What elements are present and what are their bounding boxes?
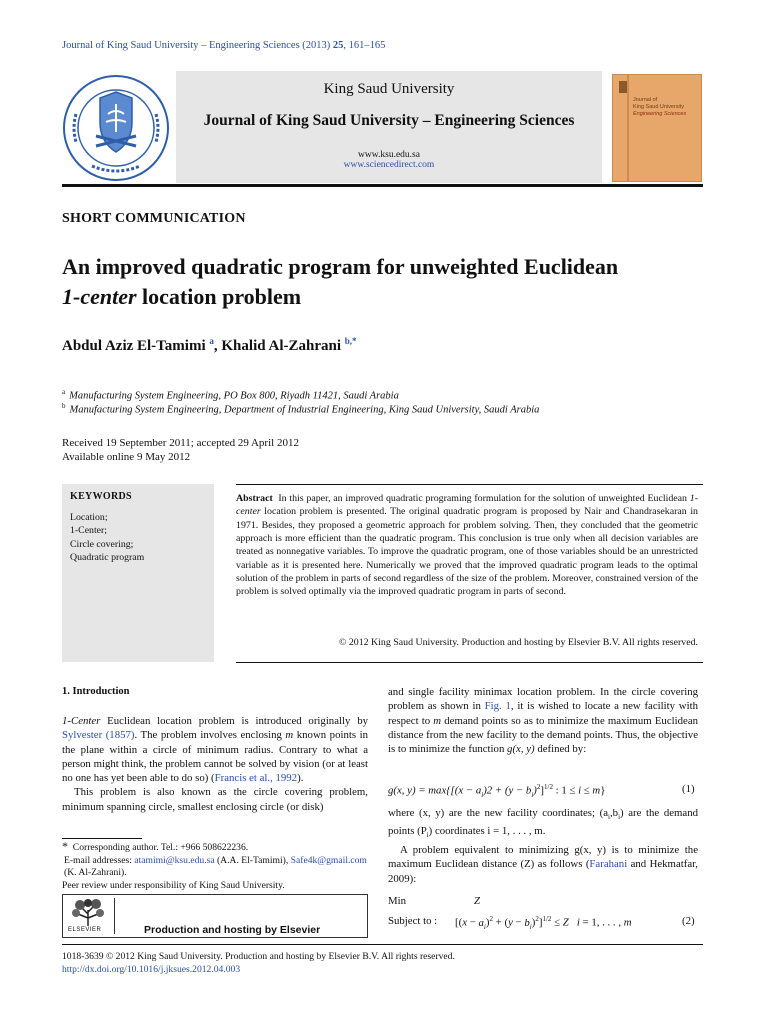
intro-column-left (62, 714, 368, 814)
col2-paragraph-3 (388, 843, 698, 886)
abstract-italic: 1-center (236, 493, 698, 518)
journal-name: Journal of King Saud University – Engineering Sciences (203, 112, 575, 129)
affil-a-text: Manufacturing System Engineering, PO Box 800, Riyadh 11421, Saudi Arabia (69, 390, 399, 402)
keyword-item: Location; (70, 512, 108, 523)
cover-title-1: Journal of (633, 97, 658, 103)
subject-to-label: Subject to : (388, 915, 438, 927)
abstract-bottom-rule (236, 662, 703, 663)
footnote-corr-text: Corresponding author. Tel.: +966 508622236. (72, 842, 249, 853)
cover-title-2: King Saud University (633, 104, 685, 110)
col2-func-g: g(x, y) (507, 743, 535, 756)
col2-text: ) are the demand points (P (388, 807, 698, 838)
header-rule (62, 184, 703, 187)
journal-volume: 25 (332, 40, 344, 51)
affil-a-marker: a (62, 388, 66, 396)
col2-paragraph-2: where (x, y) are the new facility coordinates; $(a_i,b_i)$ are the demand points $(P_i)$ coordinates i = 1, . . . , m. A problem equivalent to minimizing g(x, y) is to minimize the maximum Euclidean distance (Z) as follows (Farahani and Hekmatfar, 2009): (388, 807, 698, 885)
col2-text: demand points so as to minimize the maximum Euclidean distance from the new facility to the demand points. Thus, the objective is to minimize the function (388, 714, 699, 756)
issn-copyright: 1018-3639 © 2012 King Saud University. Production and hosting by Elsevier B.V. All rights reserved. (62, 951, 455, 962)
keywords-title: KEYWORDS (70, 491, 132, 502)
email-label: E-mail addresses: (64, 854, 135, 866)
intro-text: . The problem involves enclosing (134, 729, 286, 742)
ref-link-farahani[interactable]: Farahani (589, 858, 628, 871)
intro-paragraph-1 (62, 714, 368, 785)
footnote-corresponding (62, 840, 368, 855)
col2-text: A problem equivalent to minimizing g(x, y) is to minimize the maximum Euclidean distance (Z) as follows ( (388, 843, 698, 871)
intro-var-m: m (285, 729, 294, 742)
cover-stripe (627, 75, 629, 181)
doi-link[interactable]: http://dx.doi.org/10.1016/j.jksues.2012.04.003 (62, 964, 241, 975)
email-owner-2: (K. Al-Zahrani). (64, 867, 127, 879)
author-2: Khalid Al-Zahrani (221, 338, 342, 354)
ref-link-francis[interactable]: Francis et al., 1992 (214, 772, 298, 785)
affiliation-a (62, 388, 399, 402)
affil-b-marker: b (62, 402, 66, 410)
min-label: Min (388, 895, 406, 907)
paper-title (62, 252, 722, 312)
article-type: SHORT COMMUNICATION (62, 211, 246, 226)
footnote-peer-review: Peer review under responsibility of King Saud University. (62, 879, 285, 891)
author-1: Abdul Aziz El-Tamimi (62, 338, 206, 354)
col2-text: where (x, y) are the new facility coordinates; (a (388, 807, 609, 819)
intro-text: ). (297, 772, 304, 785)
intro-text: known points in the plane within a circle of minimum radius. Contrary to what a person might think, the problem cannot be solved by vision (or at least no one has yet been able to do so) ( (62, 729, 368, 785)
intro-italic: 1-Center (62, 715, 101, 727)
col2-var-m: m (433, 714, 442, 727)
abstract-copyright: © 2012 King Saud University. Production and hosting by Elsevier B.V. All rights reserved. (338, 637, 698, 648)
footnotes (62, 840, 368, 892)
elsevier-production-text: Production and hosting by Elsevier (144, 924, 321, 936)
equation-1-number: (1) (682, 783, 695, 795)
fig-1-link[interactable]: Fig. 1 (484, 700, 511, 713)
elsevier-logo (64, 896, 112, 936)
keywords-list (70, 511, 144, 565)
keyword-item: Quadratic program (70, 552, 145, 564)
ksu-logo (62, 74, 170, 182)
journal-cover (612, 74, 702, 182)
abstract-part-2: location problem is presented. The original quadratic program is proposed by Nair and Chandrasekaran in 1971. Besides, they proposed a geometric approach for problem solving. Then, they concluded that the geometric approach is more efficient than the quadratic program. This conclusion is true only when all decision variables are treated as nonnegative variables. To improve the quadratic program, one of those variables should be an unrestricted variable as it is presented here. Numerically we proved that the improved quadratic program leads to the optimal solution of the problem in parts of second regardless of the size of the problem. Moreover, constrained version of the problem is solved optimally via the improved quadratic program in parts of second. (236, 506, 698, 598)
available-online: Available online 9 May 2012 (62, 451, 191, 463)
keyword-item: Circle covering; (70, 538, 134, 550)
journal-pages: , 161–165 (343, 40, 386, 51)
col2-text: ) coordinates i = 1, . . . , m. (428, 825, 546, 838)
email-link-2[interactable]: Safe4k@gmail.com (290, 854, 367, 866)
cover-title-3: Engineering Sciences (633, 111, 687, 117)
footnote-rule (62, 838, 142, 839)
intro-paragraph-2: This problem is also known as the circle covering problem, minimum spanning circle, smallest enclosing circle (or disk) (62, 786, 368, 813)
abstract-top-rule (236, 484, 703, 485)
email-link-1[interactable]: atamimi@ksu.edu.sa (134, 854, 215, 866)
email-owner-1: (A.A. El-Tamimi), (214, 854, 291, 866)
author-2-affil-link[interactable]: b,* (344, 336, 357, 346)
author-list: Abdul Aziz El-Tamimi $^a$, Khalid Al-Zahrani $^{b,*}$ (62, 336, 357, 354)
equation-1-text: g(x, y) = max{[(x − a (388, 784, 482, 797)
journal-ref-prefix: Journal of King Saud University – Engineering Sciences (2013) (62, 40, 333, 51)
affil-b-text: Manufacturing System Engineering, Department of Industrial Engineering, King Saud University, Saudi Arabia (69, 404, 540, 416)
equation-1: g(x, $y) = \max\{[(x - a_i)2 + (y - b_i)^2]^{1/2}$ : 1 ≤ i ≤ m} (388, 783, 606, 799)
title-line-2: location problem (136, 284, 302, 309)
min-variable: Z (474, 895, 481, 907)
keyword-item: 1-Center; (70, 525, 107, 537)
intro-heading: 1. Introduction (62, 686, 130, 697)
author-1-affil-link[interactable]: a (209, 336, 214, 346)
journal-reference[interactable] (62, 40, 385, 51)
elsevier-wordmark: ELSEVIER (68, 927, 102, 933)
col2-text: , it is wished to locate a new facility with respect to (388, 700, 698, 727)
footnote-emails (62, 855, 368, 880)
abstract-part-1: In this paper, an improved quadratic programing formulation for the solution of unweighted Euclidean (278, 493, 690, 504)
title-line-1: An improved quadratic program for unweighted Euclidean (62, 254, 619, 279)
affiliation-b (62, 402, 539, 416)
col2-text: defined by: (534, 743, 587, 756)
university-name: King Saud University (323, 81, 455, 97)
footer-rule (62, 944, 703, 945)
footnote-star: * (62, 839, 68, 853)
equation-2: $[(x - a_i)^2 + (y - b_i)^2]^{1/2} \le Z$ i = 1, . . . , m (455, 915, 632, 931)
elsevier-divider (114, 898, 115, 934)
ref-link-sylvester[interactable]: Sylvester (1857) (62, 729, 135, 742)
title-italic: 1-center (62, 284, 137, 309)
col2-paragraph-1 (388, 685, 698, 756)
intro-column-right (388, 685, 698, 756)
equation-2-number: (2) (682, 915, 695, 927)
col2-text: and single facility minimax location problem. In the circle covering problem as shown in (388, 686, 698, 713)
ksu-url[interactable]: www.ksu.edu.sa (358, 150, 420, 160)
col2-text: and Hekmatfar, 2009): (388, 858, 698, 885)
sciencedirect-url[interactable]: www.sciencedirect.com (343, 160, 435, 170)
abstract-label: Abstract (236, 493, 273, 504)
intro-text: Euclidean location problem is introduced originally by (100, 715, 368, 727)
abstract-text (236, 492, 698, 599)
received-dates: Received 19 September 2011; accepted 29 April 2012 (62, 437, 299, 449)
